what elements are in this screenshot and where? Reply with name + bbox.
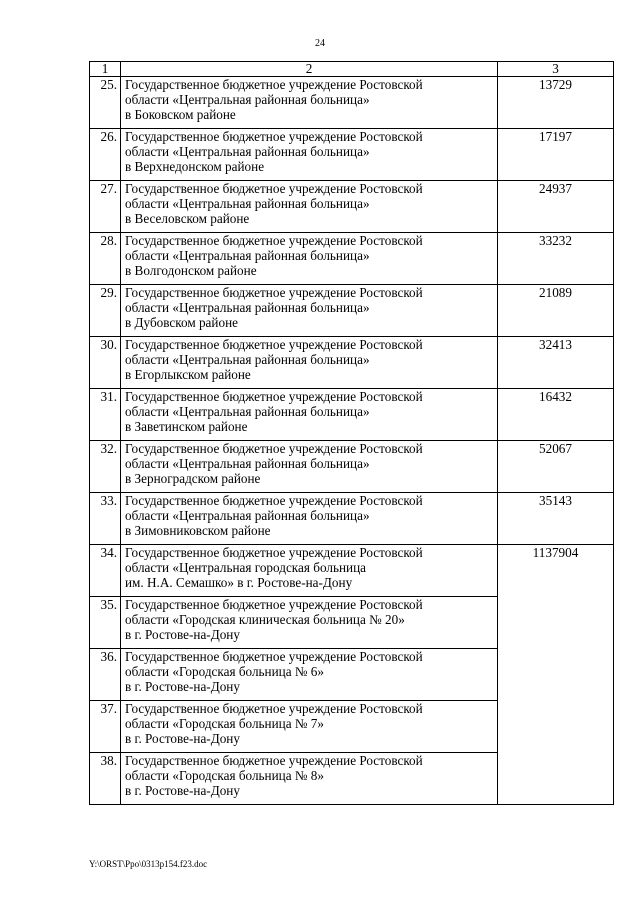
institution-name: [121, 493, 498, 545]
header-col-2: 2: [121, 62, 498, 77]
institution-name: [121, 649, 498, 701]
institutions-table: [89, 61, 614, 805]
institution-name-line: в Волгодонском районе: [125, 263, 257, 278]
institution-name-line: в Верхнедонском районе: [125, 159, 265, 174]
table-row: [90, 389, 614, 441]
institution-name: [121, 285, 498, 337]
institution-name-line: области «Центральная районная больница»: [125, 456, 370, 471]
page-number: 24: [315, 38, 325, 49]
institution-name-line: Государственное бюджетное учреждение Ростовской: [125, 285, 423, 300]
institution-name-line: в Заветинском районе: [125, 419, 248, 434]
amount-value: 16432: [498, 389, 614, 441]
institution-name-line: Государственное бюджетное учреждение Ростовской: [125, 649, 423, 664]
institution-name-line: Государственное бюджетное учреждение Ростовской: [125, 493, 423, 508]
institution-name-line: Государственное бюджетное учреждение Ростовской: [125, 389, 423, 404]
table-row: [90, 77, 614, 129]
institution-name-line: Государственное бюджетное учреждение Ростовской: [125, 545, 423, 560]
amount-value: 24937: [498, 181, 614, 233]
institution-name-line: в Зерноградском районе: [125, 471, 261, 486]
institution-name-line: области «Городская больница № 7»: [125, 716, 324, 731]
institution-name-line: Государственное бюджетное учреждение Ростовской: [125, 597, 423, 612]
institution-name-line: в Веселовском районе: [125, 211, 250, 226]
institution-name: [121, 545, 498, 597]
institution-name-line: Государственное бюджетное учреждение Ростовской: [125, 441, 423, 456]
institution-name-line: в Боковском районе: [125, 107, 236, 122]
amount-value: 52067: [498, 441, 614, 493]
table-row: [90, 441, 614, 493]
table-row: [90, 493, 614, 545]
institution-name-line: области «Центральная районная больница»: [125, 248, 370, 263]
institution-name-line: Государственное бюджетное учреждение Ростовской: [125, 77, 423, 92]
institution-name-line: Государственное бюджетное учреждение Ростовской: [125, 337, 423, 352]
institution-name-line: области «Центральная районная больница»: [125, 196, 370, 211]
institution-name-line: в г. Ростове-на-Дону: [125, 731, 240, 746]
row-number: 30.: [90, 337, 121, 389]
header-col-1: 1: [90, 62, 121, 77]
amount-value: 32413: [498, 337, 614, 389]
amount-value: 1137904: [498, 545, 614, 805]
row-number: 27.: [90, 181, 121, 233]
institution-name: [121, 129, 498, 181]
institution-name-line: области «Городская больница № 8»: [125, 768, 324, 783]
table-row: [90, 181, 614, 233]
table-row: [90, 545, 614, 597]
institution-name-line: им. Н.А. Семашко» в г. Ростове-на-Дону: [125, 575, 353, 590]
amount-value: 21089: [498, 285, 614, 337]
amount-value: 35143: [498, 493, 614, 545]
institution-name-line: области «Центральная городская больница: [125, 560, 366, 575]
row-number: 29.: [90, 285, 121, 337]
row-number: 28.: [90, 233, 121, 285]
institution-name-line: области «Центральная районная больница»: [125, 144, 370, 159]
institution-name-line: области «Центральная районная больница»: [125, 92, 370, 107]
institution-name: [121, 441, 498, 493]
amount-value: 13729: [498, 77, 614, 129]
row-number: 36.: [90, 649, 121, 701]
header-col-3: 3: [498, 62, 614, 77]
table-row: [90, 337, 614, 389]
institution-name-line: области «Городская больница № 6»: [125, 664, 324, 679]
institution-name: [121, 597, 498, 649]
institution-name-line: Государственное бюджетное учреждение Ростовской: [125, 701, 423, 716]
institution-name-line: в г. Ростове-на-Дону: [125, 627, 240, 642]
institution-name: [121, 753, 498, 805]
institution-name-line: в Егорлыкском районе: [125, 367, 251, 382]
row-number: 31.: [90, 389, 121, 441]
institution-name-line: Государственное бюджетное учреждение Ростовской: [125, 233, 423, 248]
institution-name-line: Государственное бюджетное учреждение Ростовской: [125, 181, 423, 196]
institution-name-line: в г. Ростове-на-Дону: [125, 679, 240, 694]
amount-value: 33232: [498, 233, 614, 285]
institution-name-line: области «Центральная районная больница»: [125, 404, 370, 419]
institution-name: [121, 337, 498, 389]
institution-name-line: в Зимовниковском районе: [125, 523, 271, 538]
row-number: 32.: [90, 441, 121, 493]
row-number: 37.: [90, 701, 121, 753]
institution-name-line: области «Центральная районная больница»: [125, 300, 370, 315]
table-body: [90, 62, 614, 805]
institution-name: [121, 701, 498, 753]
institution-name: [121, 77, 498, 129]
institution-name-line: в Дубовском районе: [125, 315, 238, 330]
institution-name-line: Государственное бюджетное учреждение Ростовской: [125, 129, 423, 144]
institution-name-line: области «Центральная районная больница»: [125, 352, 370, 367]
institution-name: [121, 181, 498, 233]
institution-name: [121, 233, 498, 285]
document-file-path: Y:\ORST\Ppo\0313p154.f23.doc: [89, 859, 208, 869]
row-number: 35.: [90, 597, 121, 649]
row-number: 34.: [90, 545, 121, 597]
institution-name-line: области «Центральная районная больница»: [125, 508, 370, 523]
row-number: 38.: [90, 753, 121, 805]
amount-value: 17197: [498, 129, 614, 181]
row-number: 33.: [90, 493, 121, 545]
table-row: [90, 129, 614, 181]
table-header-row: [90, 62, 614, 77]
row-number: 25.: [90, 77, 121, 129]
row-number: 26.: [90, 129, 121, 181]
institution-name-line: в г. Ростове-на-Дону: [125, 783, 240, 798]
institution-name: [121, 389, 498, 441]
table-row: [90, 233, 614, 285]
institution-name-line: области «Городская клиническая больница № 20»: [125, 612, 405, 627]
table-row: [90, 285, 614, 337]
institution-name-line: Государственное бюджетное учреждение Ростовской: [125, 753, 423, 768]
